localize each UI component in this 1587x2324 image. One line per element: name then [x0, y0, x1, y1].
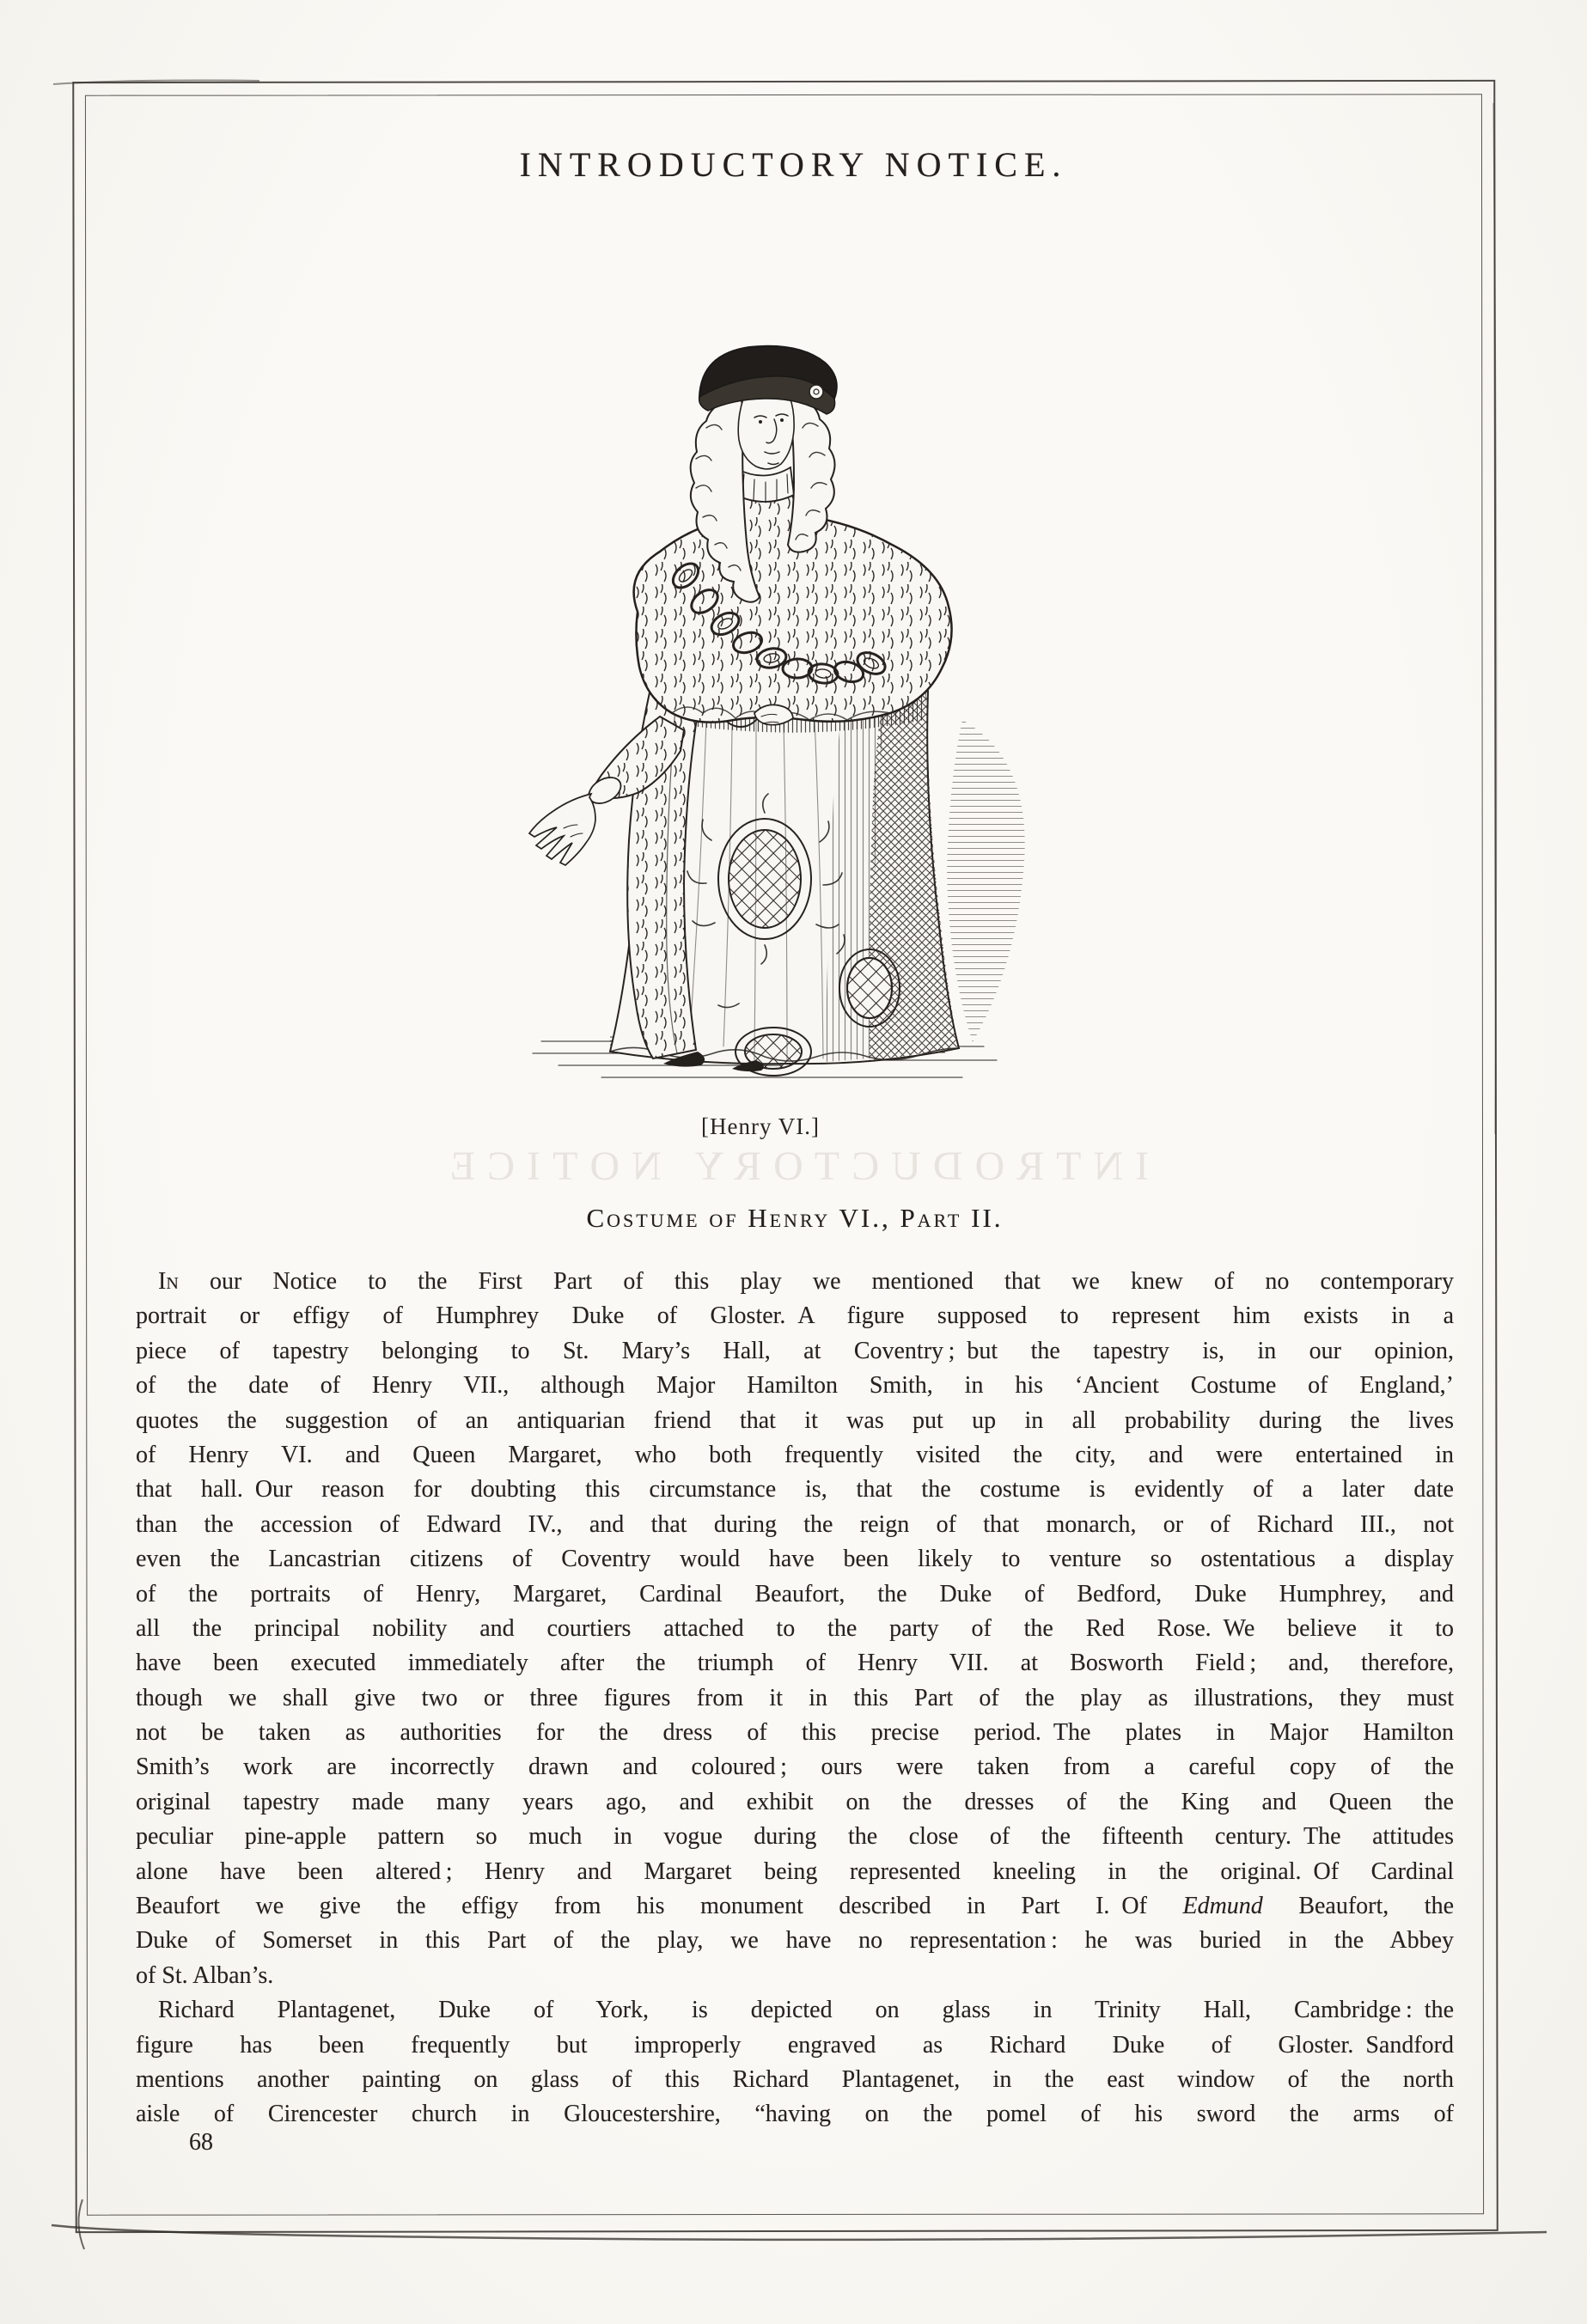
paragraph-1: [136, 1265, 1454, 1993]
figure-engraving: [481, 316, 1040, 1098]
text-line: even the Lancastrian citizens of Coventry would have been likely to venture so ostentatious a display: [136, 1546, 1454, 1573]
text-line: Duke of Somerset in this Part of the play, we have no representation : he was buried in the Abbey: [136, 1927, 1454, 1955]
text-line: peculiar pine-apple pattern so much in vogue during the close of the fifteenth century. The attitudes: [136, 1823, 1454, 1851]
text-line: though we shall give two or three figures from it in this Part of the play as illustrations, they must: [136, 1684, 1454, 1711]
text-line: of the portraits of Henry, Margaret, Cardinal Beaufort, the Duke of Bedford, Duke Humphrey, and: [136, 1580, 1454, 1607]
text-line: original tapestry made many years ago, and exhibit on the dresses of the King and Queen the: [136, 1788, 1454, 1815]
text-line: of Henry VI. and Queen Margaret, who both frequently visited the city, and were entertained in: [136, 1441, 1454, 1468]
text-line: In our Notice to the First Part of this play we mentioned that we knew of no contemporary: [158, 1268, 1454, 1295]
text-line: all the principal nobility and courtiers attached to the party of the Red Rose. We believe it to: [136, 1614, 1454, 1642]
text-line: alone have been altered ; Henry and Margaret being represented kneeling in the original. Of Cardinal: [136, 1857, 1454, 1885]
section-heading: Costume of Henry VI., Part II.: [586, 1203, 1004, 1233]
text-line: Smith’s work are incorrectly drawn and coloured ; ours were taken from a careful copy of the: [136, 1754, 1454, 1781]
paragraph-2: [136, 1993, 1454, 2132]
text-line: quotes the suggestion of an antiquarian friend that it was put up in all probability during the lives: [136, 1406, 1454, 1434]
text-line: not be taken as authorities for the dress of this precise period. The plates in Major Hamilton: [136, 1719, 1454, 1747]
text-line: have been executed immediately after the triumph of Henry VII. at Bosworth Field ; and, therefore,: [136, 1650, 1454, 1677]
page-number: 68: [189, 2129, 213, 2156]
text-line: Richard Plantagenet, Duke of York, is depicted on glass in Trinity Hall, Cambridge : the: [158, 1997, 1454, 2024]
text-line: Beaufort we give the effigy from his monument described in Part I. Of Edmund Beaufort, the: [136, 1893, 1454, 1920]
text-line: mentions another painting on glass of this Richard Plantagenet, in the east window of the north: [136, 2065, 1454, 2093]
body-text: [136, 1265, 1454, 2132]
figure-caption: [Henry VI.]: [701, 1113, 820, 1139]
page-showthrough-text: INTRODUCTORY NOTICE: [437, 1144, 1150, 1189]
text-line: than the accession of Edward IV., and that during the reign of that monarch, or of Richard III., not: [136, 1510, 1454, 1538]
text-line: of St. Alban’s.: [136, 1961, 274, 1989]
text-line: of the date of Henry VII., although Major Hamilton Smith, in his ‘Ancient Costume of England,’: [136, 1372, 1454, 1400]
text-line: portrait or effigy of Humphrey Duke of Gloster. A figure supposed to represent him exists in a: [136, 1302, 1454, 1330]
text-line: piece of tapestry belonging to St. Mary’s Hall, at Coventry ; but the tapestry is, in our opinion,: [136, 1337, 1454, 1364]
text-line: figure has been frequently but improperly engraved as Richard Duke of Gloster. Sandford: [136, 2031, 1454, 2059]
henry-vi-engraving: [481, 316, 1040, 1098]
text-line: aisle of Cirencester church in Gloucestershire, “having on the pomel of his sword the arms of: [136, 2101, 1454, 2128]
page-title: INTRODUCTORY NOTICE.: [519, 145, 1068, 184]
text-line: that hall. Our reason for doubting this circumstance is, that the costume is evidently of a later date: [136, 1476, 1454, 1504]
